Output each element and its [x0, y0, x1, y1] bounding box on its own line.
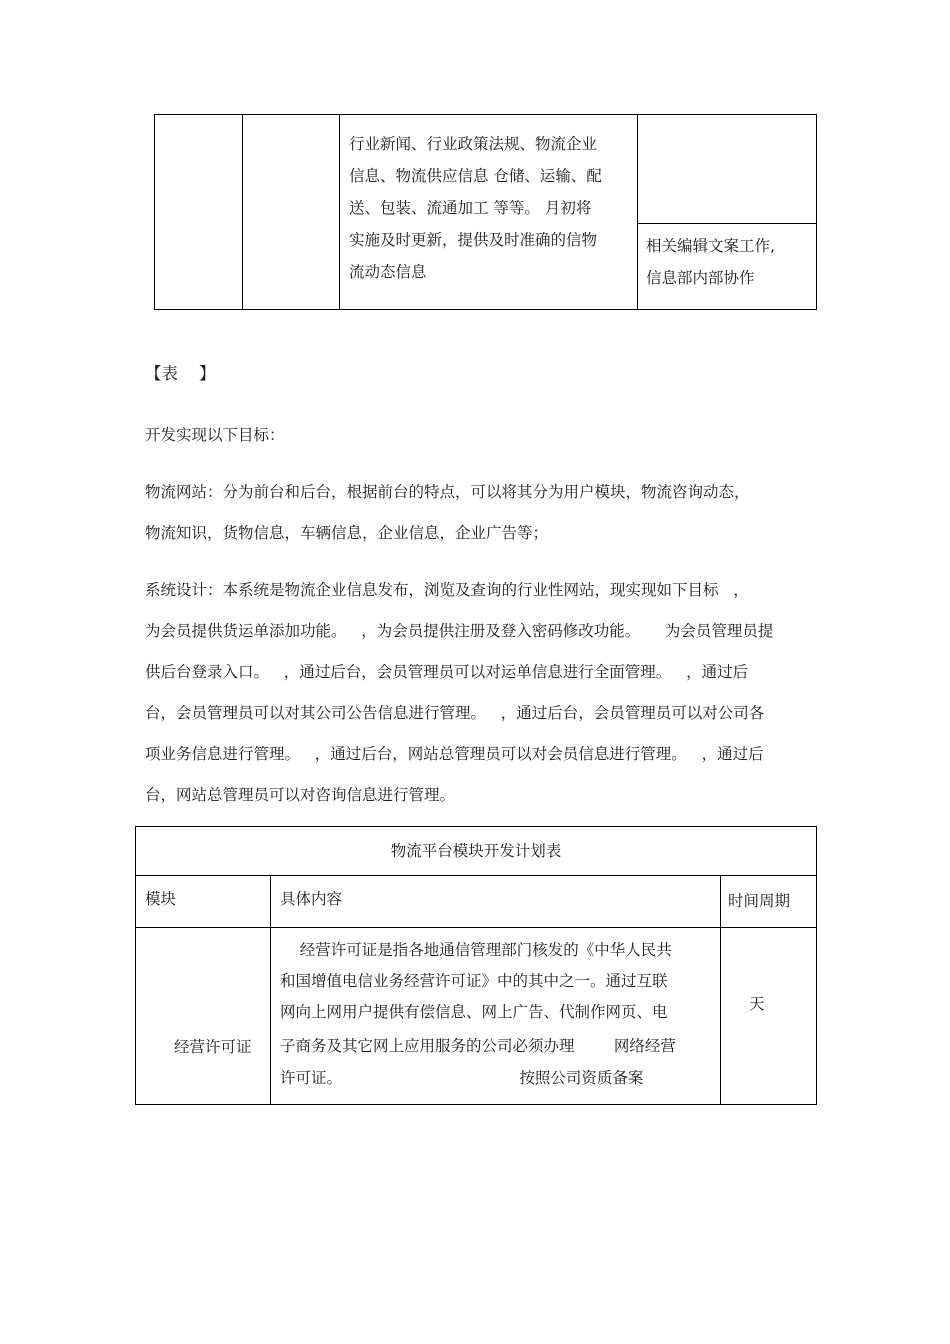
content-line: 送、包装、流通加工 等等。 月初将 [349, 199, 592, 217]
header-period: 时间周期 [728, 892, 791, 910]
paragraph-line: 物流知识，货物信息，车辆信息，企业信息，企业广告等； [145, 524, 549, 542]
top-table-border-top [154, 114, 817, 115]
content-line: 实施及时更新，提供及时准确的信物 [349, 231, 598, 249]
paragraph-line: 台，会员管理员可以对其公司公告信息进行管理。 ，通过后台，会员管理员可以对公司各 [145, 704, 765, 722]
row-content-line: 许可证。 按照公司资质备案 [280, 1069, 644, 1087]
top-table-divider [637, 223, 817, 224]
plan-table-col-line [270, 875, 271, 1105]
top-table-border-right [816, 114, 817, 310]
content-line: 信息、物流供应信息 仓储、运输、配 [349, 167, 602, 185]
plan-table-border-top [135, 826, 817, 827]
top-table-col-line [637, 114, 638, 310]
paragraph-line: 为会员提供货运单添加功能。 ，为会员提供注册及登入密码修改功能。 为会员管理员提 [145, 622, 774, 640]
paragraph-line: 物流网站：分为前台和后台，根据前台的特点，可以将其分为用户模块，物流咨询动态， [145, 483, 750, 501]
paragraph-line: 项业务信息进行管理。 ，通过后台，网站总管理员可以对会员信息进行管理。 ，通过后 [145, 745, 764, 763]
row-content-line: 网向上网用户提供有偿信息、网上广告、代制作网页、电 [280, 1003, 668, 1021]
top-table-col-line [339, 114, 340, 310]
plan-table-border-bottom [135, 1104, 817, 1105]
goal-heading: 开发实现以下目标： [145, 426, 285, 444]
row-period: 天 [749, 995, 765, 1013]
content-line: 流动态信息 [349, 263, 427, 281]
row-content-line: 经营许可证是指各地通信管理部门核发的《中华人民共 [280, 941, 672, 959]
paragraph-line: 系统设计：本系统是物流企业信息发布，浏览及查询的行业性网站，现实现如下目标 ， [145, 581, 749, 599]
plan-table-border-left [135, 826, 136, 1105]
top-table-border-left [154, 114, 155, 310]
top-table-border-bottom [154, 309, 817, 310]
paragraph-line: 供后台登录入口。 ，通过后台，会员管理员可以对运单信息进行全面管理。 ，通过后 [145, 663, 749, 681]
header-content: 具体内容 [280, 890, 343, 908]
row-module: 经营许可证 [174, 1038, 252, 1056]
paragraph-line: 台，网站总管理员可以对咨询信息进行管理。 [145, 786, 456, 804]
role-line: 信息部内部协作 [646, 269, 755, 287]
row-content-line: 和国增值电信业务经营许可证》中的其中之一。通过互联 [280, 972, 668, 990]
role-line: 相关编辑文案工作, [646, 237, 775, 255]
header-module: 模块 [145, 890, 177, 908]
plan-table-border-right [816, 826, 817, 1105]
section-label: 【表 】 [145, 364, 216, 383]
plan-table-header-divider [135, 927, 817, 928]
plan-table-col-line [720, 875, 721, 1105]
plan-table-title-divider [135, 875, 817, 876]
plan-table-title: 物流平台模块开发计划表 [390, 842, 562, 860]
content-line: 行业新闻、行业政策法规、物流企业 [349, 135, 598, 153]
row-content-line: 子商务及其它网上应用服务的公司必须办理 网络经营 [280, 1037, 676, 1055]
top-table-col-line [242, 114, 243, 310]
